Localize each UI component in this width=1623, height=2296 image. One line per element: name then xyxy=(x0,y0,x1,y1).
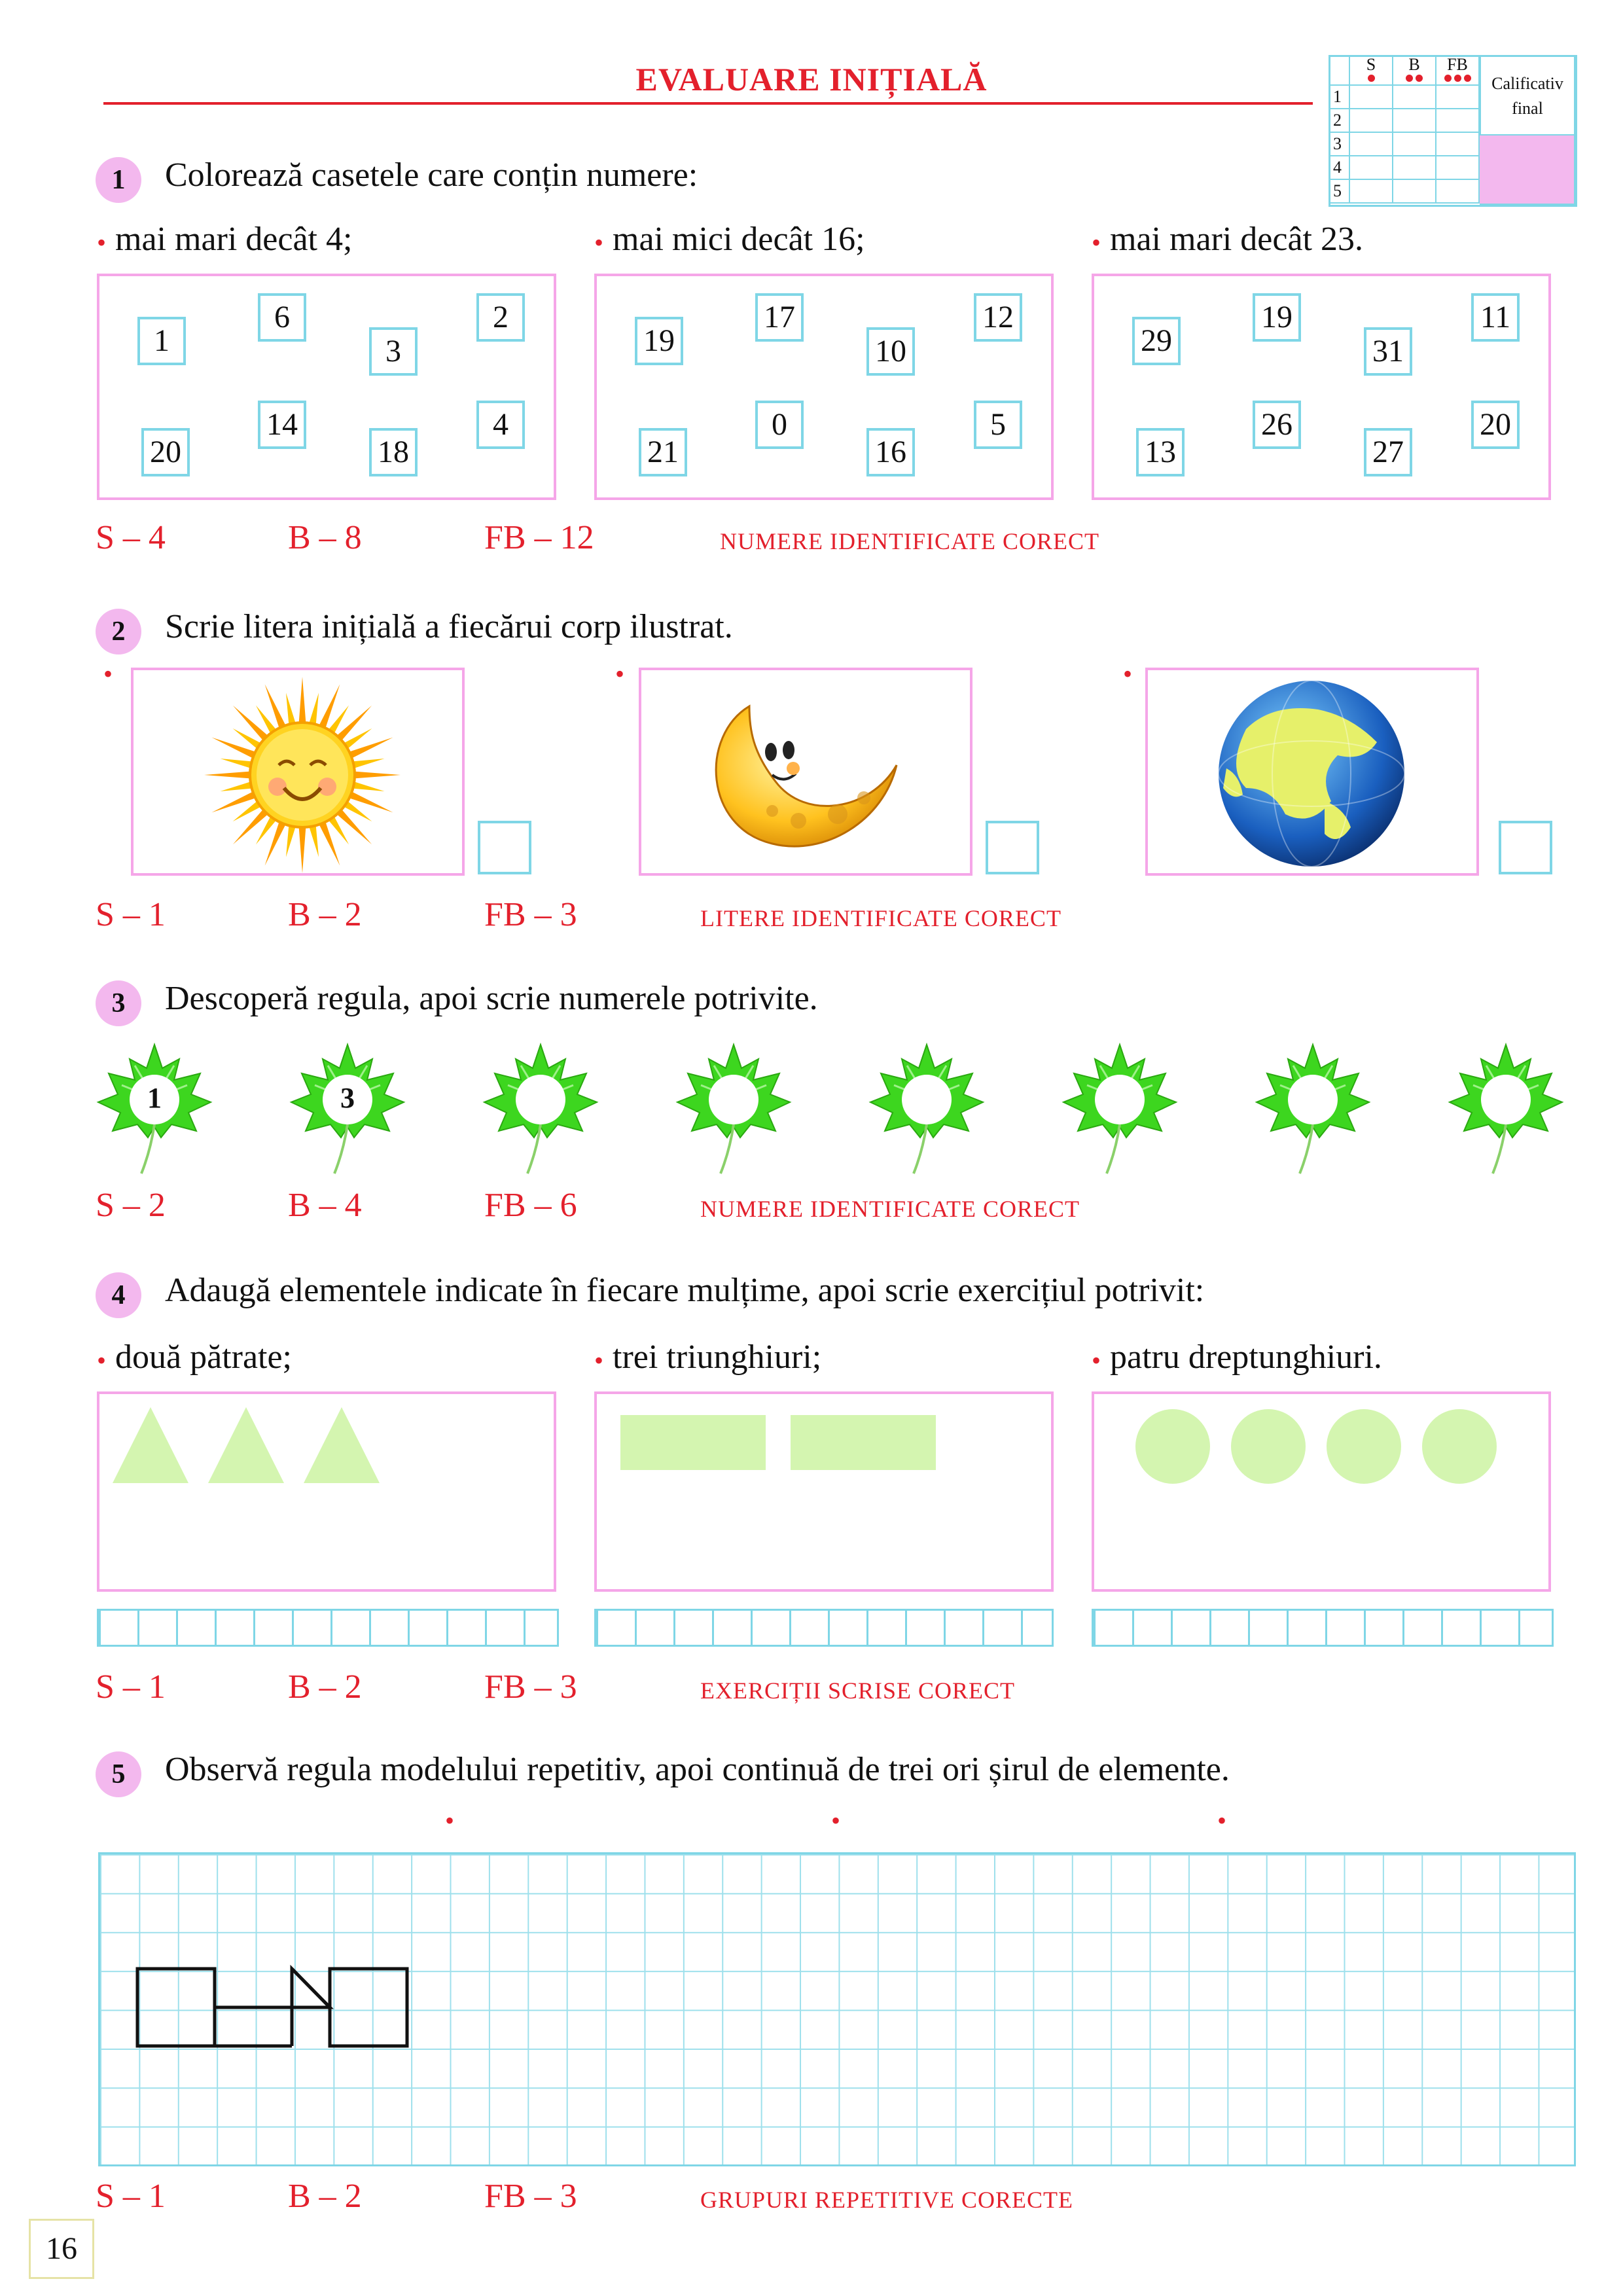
circle-shapes xyxy=(1094,1394,1548,1589)
group-label-text: mai mici decât 16; xyxy=(613,221,865,258)
grade-cell[interactable] xyxy=(1393,86,1436,109)
task1-score-s: S – 4 xyxy=(96,519,166,556)
task1-group-label xyxy=(1092,220,1363,259)
bullet-dot: • xyxy=(1217,1806,1227,1835)
grade-cell[interactable] xyxy=(1436,156,1480,180)
task5-score-s: S – 1 xyxy=(96,2178,166,2215)
task4-score-note: EXERCIȚII SCRISE CORECT xyxy=(700,1677,1016,1704)
rectangle xyxy=(620,1415,766,1470)
circle xyxy=(1327,1409,1401,1484)
number-box[interactable]: 0 xyxy=(755,401,804,449)
grade-cell[interactable] xyxy=(1393,156,1436,180)
triangle-shapes xyxy=(99,1394,554,1589)
sun-picture-box xyxy=(131,668,465,876)
grade-cell[interactable] xyxy=(1350,156,1393,180)
bullet-dot: • xyxy=(97,227,107,257)
page-title: EVALUARE INIȚIALĂ xyxy=(635,61,988,98)
triangle xyxy=(113,1407,188,1483)
task1-number-set xyxy=(1092,274,1551,500)
title-underline xyxy=(103,102,1313,105)
answer-box-2[interactable] xyxy=(986,821,1039,874)
task4-score-fb: FB – 3 xyxy=(484,1668,577,1706)
number-box[interactable]: 14 xyxy=(258,401,306,449)
bullet-dot: • xyxy=(615,659,625,689)
task4-group-label xyxy=(97,1338,292,1376)
task3-score-note: NUMERE IDENTIFICATE CORECT xyxy=(700,1196,1080,1222)
number-box[interactable]: 20 xyxy=(141,428,190,476)
leaf-1[interactable] xyxy=(96,1039,213,1177)
page-number: 16 xyxy=(29,2219,94,2279)
task1-instruction: Colorează casetele care conțin numere: xyxy=(165,156,698,194)
group-label-text: patru dreptunghiuri. xyxy=(1110,1338,1382,1376)
grade-cell[interactable] xyxy=(1393,133,1436,156)
task2-score-fb: FB – 3 xyxy=(484,896,577,933)
group-label-text: mai mari decât 4; xyxy=(115,221,353,258)
task5-number: 5 xyxy=(96,1751,141,1797)
task3-instruction: Descoperă regula, apoi scrie numerele potrivite. xyxy=(165,980,818,1017)
bullet-dot: • xyxy=(594,227,604,257)
task4-set-triangle[interactable] xyxy=(97,1391,556,1592)
sun-icon xyxy=(134,670,462,873)
bullet-dot: • xyxy=(1092,227,1101,257)
bullet-dot: • xyxy=(831,1806,841,1835)
number-box[interactable]: 5 xyxy=(974,401,1022,449)
grade-cell[interactable] xyxy=(1436,180,1480,204)
task1-number-set xyxy=(594,274,1054,500)
triangle xyxy=(208,1407,284,1483)
task1-number: 1 xyxy=(96,157,141,203)
number-box[interactable]: 20 xyxy=(1471,401,1520,449)
grade-row-label: 3 xyxy=(1330,133,1350,156)
grade-col-b xyxy=(1393,57,1436,86)
group-label-text: două pătrate; xyxy=(115,1338,292,1376)
leaf-4[interactable] xyxy=(675,1039,793,1177)
task4-group-label xyxy=(594,1338,821,1376)
grade-row-label: 1 xyxy=(1330,86,1350,109)
task2-score-note: LITERE IDENTIFICATE CORECT xyxy=(700,905,1061,931)
number-box[interactable]: 10 xyxy=(866,327,915,376)
bullet-dot: • xyxy=(594,1345,604,1375)
grade-col-label: S xyxy=(1366,55,1376,74)
bullet-dot: • xyxy=(103,659,113,689)
leaf-icon xyxy=(1254,1039,1372,1177)
grade-cell[interactable] xyxy=(1436,86,1480,109)
grade-dots xyxy=(1350,73,1392,82)
number-box[interactable]: 19 xyxy=(635,317,683,365)
task4-score-b: B – 2 xyxy=(288,1668,362,1706)
exercise-writing-strip[interactable] xyxy=(594,1609,1054,1647)
group-label-text: mai mari decât 23. xyxy=(1110,221,1363,258)
moon-picture-box xyxy=(639,668,972,876)
number-box[interactable]: 4 xyxy=(476,401,525,449)
task3-score-b: B – 4 xyxy=(288,1187,362,1224)
exercise-writing-strip[interactable] xyxy=(97,1609,559,1647)
leaf-icon xyxy=(482,1039,599,1177)
task2-number: 2 xyxy=(96,609,141,655)
pattern-model xyxy=(98,1852,491,2166)
task5-score-note: GRUPURI REPETITIVE CORECTE xyxy=(700,2187,1073,2213)
number-box[interactable]: 12 xyxy=(974,293,1022,342)
task3-score-s: S – 2 xyxy=(96,1187,166,1224)
number-box[interactable]: 18 xyxy=(369,428,418,476)
grade-cell[interactable] xyxy=(1350,133,1393,156)
leaf-7[interactable] xyxy=(1254,1039,1372,1177)
grade-cell[interactable] xyxy=(1393,109,1436,133)
grade-cell[interactable] xyxy=(1350,86,1393,109)
number-box[interactable]: 6 xyxy=(258,293,306,342)
task1-score-b: B – 8 xyxy=(288,519,362,556)
task3-score-fb: FB – 6 xyxy=(484,1187,577,1224)
grade-col-label: B xyxy=(1408,55,1420,74)
rectangle-shapes xyxy=(597,1394,1051,1589)
grade-cell[interactable] xyxy=(1436,133,1480,156)
grade-table xyxy=(1329,55,1577,207)
exercise-writing-strip[interactable] xyxy=(1092,1609,1554,1647)
bullet-dot: • xyxy=(1092,1345,1101,1375)
number-box[interactable]: 27 xyxy=(1364,428,1412,476)
task5-instruction: Observă regula modelului repetitiv, apoi continuă de trei ori șirul de elemente. xyxy=(165,1751,1230,1788)
leaf-number: 1 xyxy=(147,1082,162,1114)
grade-col-s xyxy=(1350,57,1393,86)
task1-group-label xyxy=(97,220,352,259)
task4-score-s: S – 1 xyxy=(96,1668,166,1706)
grade-cell[interactable] xyxy=(1393,180,1436,204)
number-box[interactable]: 11 xyxy=(1471,293,1520,342)
circle xyxy=(1231,1409,1306,1484)
task4-instruction: Adaugă elementele indicate în fiecare mulțime, apoi scrie exercițiul potrivit: xyxy=(165,1272,1205,1309)
leaf-8[interactable] xyxy=(1447,1039,1565,1177)
answer-box-1[interactable] xyxy=(478,821,531,874)
task3-number: 3 xyxy=(96,980,141,1026)
grade-row-label: 5 xyxy=(1330,180,1350,204)
task5-score-fb: FB – 3 xyxy=(484,2178,577,2215)
leaf-3[interactable] xyxy=(482,1039,599,1177)
globe-picture-box xyxy=(1145,668,1479,876)
answer-box-3[interactable] xyxy=(1499,821,1552,874)
triangle xyxy=(304,1407,380,1483)
bullet-dot: • xyxy=(97,1345,107,1375)
task5-score-b: B – 2 xyxy=(288,2178,362,2215)
grade-row-label: 2 xyxy=(1330,109,1350,133)
number-box[interactable]: 21 xyxy=(639,428,687,476)
leaf-2[interactable] xyxy=(289,1039,406,1177)
number-box[interactable]: 26 xyxy=(1253,401,1301,449)
rectangle xyxy=(791,1415,936,1470)
grade-col-fb xyxy=(1436,57,1480,86)
task2-score-b: B – 2 xyxy=(288,896,362,933)
grade-row-label: 4 xyxy=(1330,156,1350,180)
number-box[interactable]: 16 xyxy=(866,428,915,476)
grade-col-label: FB xyxy=(1447,55,1468,74)
grade-cell[interactable] xyxy=(1350,109,1393,133)
bullet-dot: • xyxy=(445,1806,455,1835)
task1-score-note: NUMERE IDENTIFICATE CORECT xyxy=(720,528,1099,554)
number-box[interactable]: 29 xyxy=(1132,317,1181,365)
grade-corner-cell xyxy=(1330,57,1350,86)
leaf-number: 3 xyxy=(340,1082,355,1114)
bullet-dot: • xyxy=(1123,659,1133,689)
number-box[interactable]: 17 xyxy=(755,293,804,342)
leaf-6[interactable] xyxy=(1061,1039,1179,1177)
moon-icon xyxy=(641,670,970,873)
task1-number-set xyxy=(97,274,556,500)
number-box[interactable]: 2 xyxy=(476,293,525,342)
group-label-text: trei triunghiuri; xyxy=(613,1338,822,1376)
leaf-icon xyxy=(1447,1039,1565,1177)
task1-score-fb: FB – 12 xyxy=(484,519,594,556)
leaf-icon xyxy=(675,1039,793,1177)
leaf-5[interactable] xyxy=(868,1039,986,1177)
task2-score-s: S – 1 xyxy=(96,896,166,933)
task4-set-circle[interactable] xyxy=(1092,1391,1551,1592)
leaf-icon xyxy=(1061,1039,1179,1177)
task4-group-label xyxy=(1092,1338,1382,1376)
circle xyxy=(1135,1409,1210,1484)
leaf-icon xyxy=(868,1039,986,1177)
grade-cell[interactable] xyxy=(1350,180,1393,204)
number-box[interactable]: 19 xyxy=(1253,293,1301,342)
task1-group-label xyxy=(594,220,865,259)
circle xyxy=(1422,1409,1497,1484)
task4-set-rectangle[interactable] xyxy=(594,1391,1054,1592)
grade-final-label: Calificativ final xyxy=(1480,57,1575,135)
number-box[interactable]: 31 xyxy=(1364,327,1412,376)
grade-dots xyxy=(1436,73,1478,82)
number-box[interactable]: 3 xyxy=(369,327,418,376)
number-box[interactable]: 1 xyxy=(137,317,186,365)
grade-cell[interactable] xyxy=(1436,109,1480,133)
grade-dots xyxy=(1393,73,1435,82)
task4-number: 4 xyxy=(96,1272,141,1318)
number-box[interactable]: 13 xyxy=(1136,428,1185,476)
task2-instruction: Scrie litera inițială a fiecărui corp ilustrat. xyxy=(165,608,733,645)
globe-icon xyxy=(1148,670,1476,873)
